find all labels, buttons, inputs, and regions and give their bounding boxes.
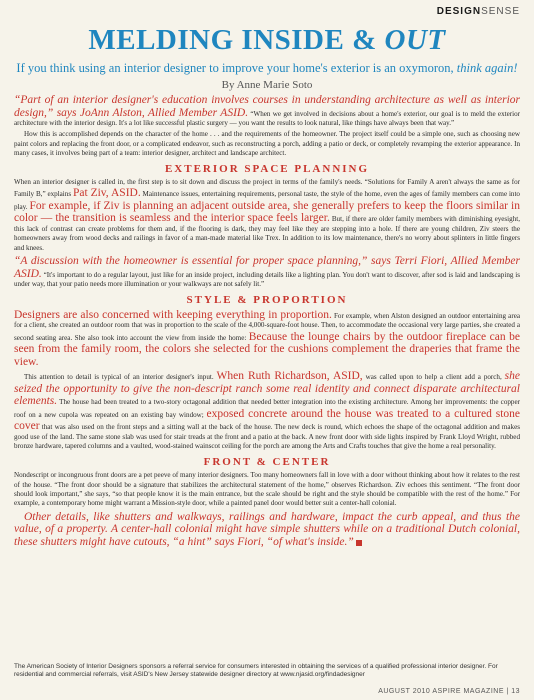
intro-paragraph — [14, 94, 520, 128]
byline: By Anne Marie Soto — [221, 79, 313, 91]
exterior-highlight: For example, if Ziv is planning an adjacent outside area, she generally prefers to keep the floors similar in color — the transition is seamless and the interior space feels larger. — [14, 199, 520, 225]
style-italic-highlight: she seized the opportunity to give the non-descript ranch some real identity and connect disparate architectural elements. — [14, 370, 520, 408]
style-highlight-1: Designers are also concerned with keeping everything in proportion. — [14, 308, 332, 321]
exterior-text-c: Maintenance issues, entertaining requirements, personal taste, the style of the home, even the ages of family members can come into play. — [14, 190, 520, 211]
style-text-2e: The house had been treated to a two-story octagonal addition that needed better integration into the existing architecture. Among her improvements: the copper roof on a new cupola was repeated on an existing bay window; — [14, 398, 520, 419]
style-text-2c: was called upon to help a client add a porch, — [362, 373, 505, 382]
intro-paragraph-2: How this is accomplished depends on the character of the home . . . and the requirements of the homeowner. The project itself could be a simple one, such as choosing new paint colors and replacing the front door, or a complicated endeavor, such as reconstructing a porch, adding a patio or deck, or completely revamping the exterior appearance. In many cases, it involves being part of a team: interior designer, architect and landscape architect. — [14, 130, 520, 158]
exterior-paragraph-2 — [14, 255, 520, 289]
style-paragraph-1 — [14, 309, 520, 368]
exterior-heading: EXTERIOR SPACE PLANNING — [164, 162, 370, 175]
front-heading: FRONT & CENTER — [203, 455, 331, 468]
style-text-2a: This attention to detail is typical of an interior designer's input. — [24, 373, 217, 382]
exterior-pull-quote: “A discussion with the homeowner is essential for proper space planning,” says Terri Fiori, Allied Member ASID. — [14, 255, 520, 280]
subhead-accent: think again! — [456, 61, 518, 75]
section-tag-light: SENSE — [481, 6, 520, 17]
style-highlight-2: Because the lounge chairs by the outdoor fireplace can be seen from the family room, the colors she selected for the cushions complement the draperies that frame the view. — [14, 330, 520, 368]
style-heading: STYLE & PROPORTION — [186, 293, 348, 306]
exterior-text-e: But, if there are older family members with diminishing eyesight, this lack of contrast can create problems for them and, if the flooring is dark, they may feel like they are stepping into a hole. If there are young children, Ziv steers the homeowners away from wood decks and railings in favor of a man-made material like Trex. In addition to its low maintenance, there's no worry about splinters in little fingers and knees. — [14, 215, 520, 252]
section-tag-bold: DESIGN — [436, 6, 482, 17]
headline-accent: OUT — [384, 24, 446, 56]
footer-note: The American Society of Interior Designers sponsors a referral service for consumers interested in obtaining the services of a qualified professional interior designer. For residential and commercial referrals, visit ASID's New Jersey statewide designer directory at www.njasid.org/findadesigner — [14, 663, 498, 679]
section-tag — [437, 6, 520, 17]
exterior-paragraph-1 — [14, 178, 520, 253]
article-body — [14, 94, 520, 550]
subhead-text: If you think using an interior designer to improve your home's exterior is an oxymoron, — [16, 61, 457, 75]
exterior-text-a: When an interior designer is called in, the first step is to sit down and discuss the project in terms of the family's needs. “Solutions for Family A aren't always the same as for Family B,” explains — [14, 178, 520, 199]
subhead — [0, 61, 534, 76]
style-paragraph-2 — [14, 370, 520, 451]
style-name-highlight: When Ruth Richardson, ASID, — [216, 370, 363, 383]
headline-main: MELDING INSIDE & — [88, 24, 385, 56]
style-highlight-3: exposed concrete around the house was treated to a cultured stone cover — [14, 407, 520, 433]
front-pull-quote: Other details, like shutters and walkways, railings and hardware, impact the curb appeal, and thus the value, of a property. A center-hall colonial might have simple shutters while on a traditional Dutch colonial, these shutters might have cutouts, “a hint” says Fiori, “of what's inside.” — [14, 510, 520, 548]
intro-text: “When we get involved in decisions about a home's exterior, our goal is to meld the exterior architecture with the interior design. It's a lot like successful plastic surgery — you want the results to look natural, like things have always been that way.” — [14, 109, 520, 127]
style-text-1: For example, when Alston designed an outdoor entertaining area for a client, she created an outdoor room that was in proportion to the scale of the 4,000-square-foot house. Then, to accommodate the occasional very large parties, she created a second seating area. She also took into account the view from inside the home: — [14, 311, 520, 342]
page-footer: AUGUST 2010 ASPIRE MAGAZINE | 13 — [378, 688, 520, 695]
front-paragraph-1: Nondescript or incongruous front doors are a pet peeve of many interior designers. Too many homeowners fall in love with a door without thinking about how it relates to the rest of the house. “The front door should be a signature that stabilizes the architectural statement of the home,” observes Richardson. Ziv echoes this sentiment. “The front door should look important,” she says, “so that people know it is the main entrance, but the scale should be right and the style should be compatible with the rest of the home.” For example, a contemporary home might warrant a Mission-style door, while a painted panel door would better suit a center-hall colonial. — [14, 471, 520, 508]
exterior-text-2: “It's important to do a regular layout, just like for an inside project, including details like a lighting plan. You don't want to discover, after sod is laid and landscaping is under way, that your patio needs more illumination or your walkways are not safely lit.” — [14, 270, 520, 289]
style-text-2g: that was also used on the front steps and a sitting wall at the back of the house. The new deck is round, which echoes the shape of the octagonal addition and makes good use of the land. The same stone slab was used for stair treads at the front and a patio at the back. A new front door with side lights inspired by Frank Lloyd Wright, rubbed bronze hardware, tapered columns and a vaulted, wood-stained wainscot ceiling for the porch are among the Arts and Crafts touches that give the home a real personality. — [14, 423, 520, 451]
intro-pull-quote: “Part of an interior designer's education involves courses in understanding architecture as well as interior design,” says JoAnn Alston, Allied Member ASID. — [14, 94, 520, 119]
front-paragraph-2 — [14, 511, 520, 549]
headline — [0, 24, 534, 57]
end-mark-icon — [356, 540, 362, 546]
exterior-name-highlight: Pat Ziv, ASID. — [72, 187, 141, 200]
